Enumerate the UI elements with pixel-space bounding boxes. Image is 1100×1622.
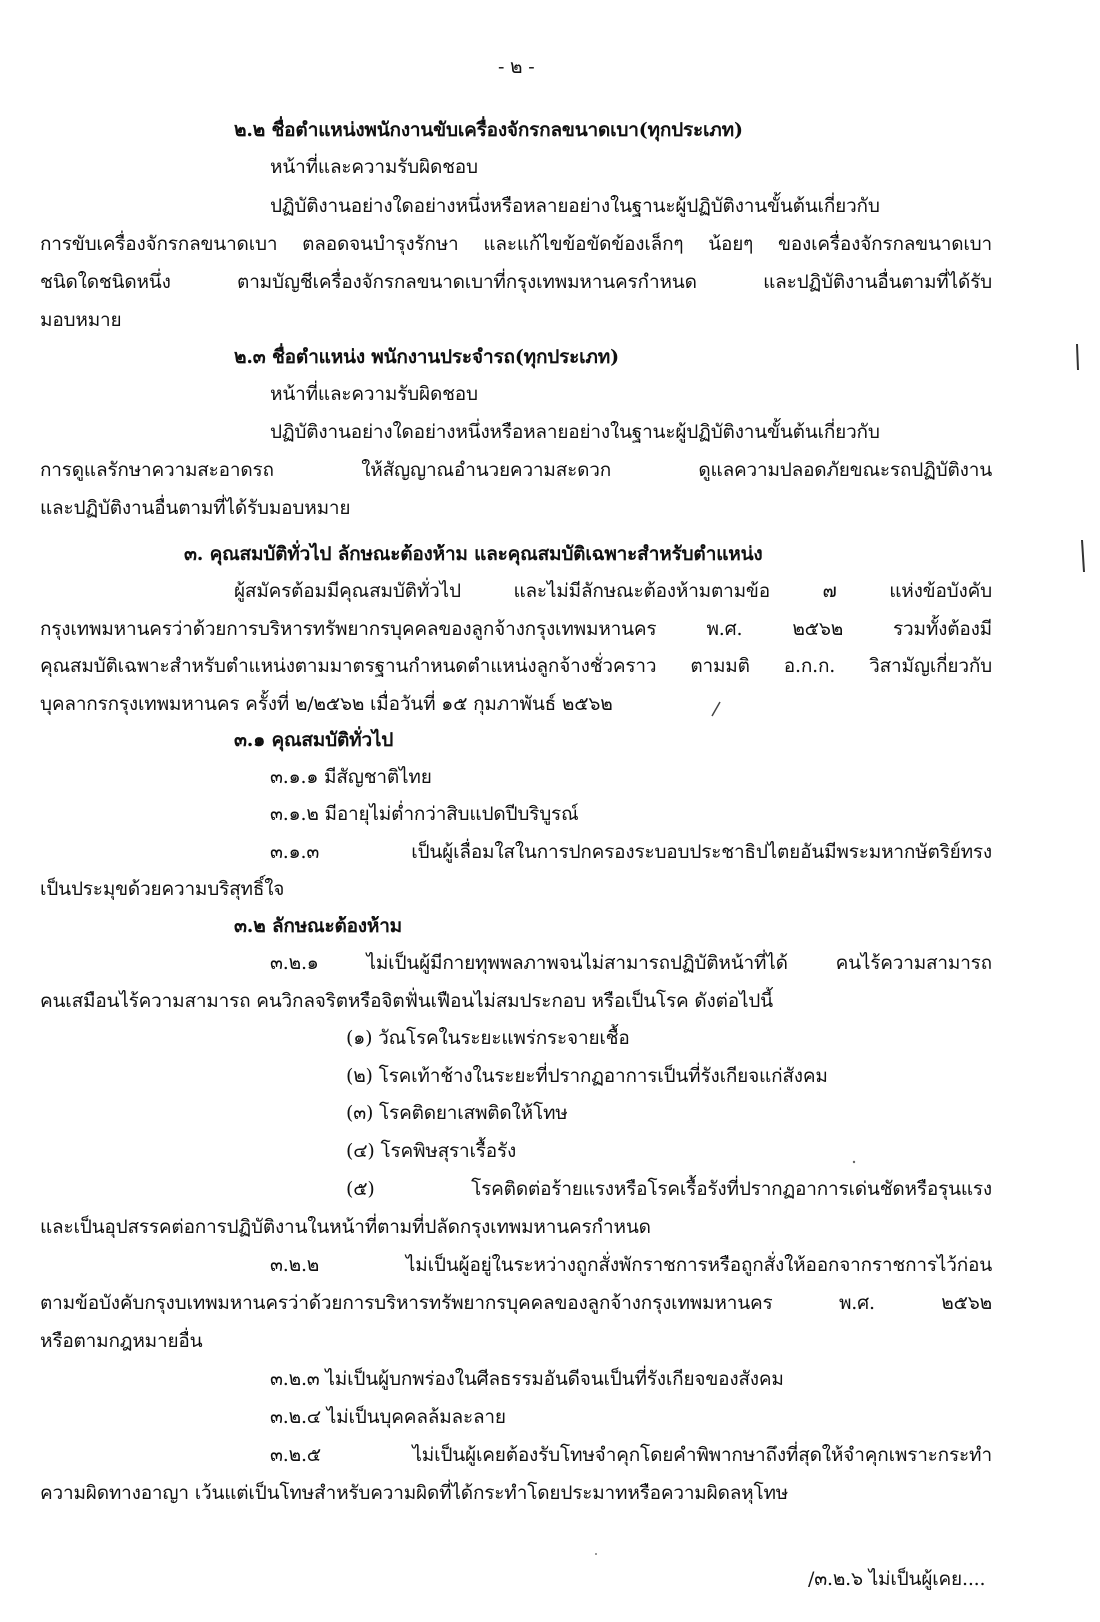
- scan-mark: [1077, 344, 1078, 370]
- list-item: ๓.๑.๓ เป็นผู้เลื่อมใสในการปกครองระบอบประชาธิปไตยอันมีพระมหากษัตริย์ทรง: [270, 841, 992, 863]
- page-number: - ๒ -: [498, 56, 535, 78]
- continuation-note: /๓.๒.๖ ไม่เป็นผู้เคย....: [808, 1568, 986, 1590]
- sub-list-item: (๓) โรคติดยาเสพติดให้โทษ: [346, 1102, 568, 1124]
- paragraph-line: มอบหมาย: [40, 309, 122, 331]
- list-item: ๓.๑.๑ มีสัญชาติไทย: [270, 766, 432, 788]
- list-item: ๓.๒.๕ ไม่เป็นผู้เคยต้องรับโทษจำคุกโดยคำพิพากษาถึงที่สุดให้จำคุกเพราะกระทำ: [270, 1444, 992, 1466]
- list-item: ๓.๒.๓ ไม่เป็นผู้บกพร่องในศีลธรรมอันดีจนเป็นที่รังเกียจของสังคม: [270, 1368, 784, 1390]
- heading-3: ๓. คุณสมบัติทั่วไป ลักษณะต้องห้าม และคุณสมบัติเฉพาะสำหรับตำแหน่ง: [184, 543, 763, 565]
- scan-mark: [712, 702, 720, 716]
- paragraph-line: คนเสมือนไร้ความสามารถ คนวิกลจริตหรือจิตฟั่นเฟือนไม่สมประกอบ หรือเป็นโรค ดังต่อไปนี้: [40, 990, 773, 1012]
- heading-3-1: ๓.๑ คุณสมบัติทั่วไป: [234, 729, 394, 751]
- paragraph-line: การดูแลรักษาความสะอาดรถ ให้สัญญาณอำนวยความสะดวก ดูแลความปลอดภัยขณะรถปฏิบัติงาน: [40, 459, 992, 481]
- list-item: ๓.๒.๑ ไม่เป็นผู้มีกายทุพพลภาพจนไม่สามารถปฏิบัติหน้าที่ได้ คนไร้ความสามารถ: [270, 952, 992, 974]
- scan-mark: [1082, 540, 1084, 572]
- paragraph-line: บุคลากรกรุงเทพมหานคร ครั้งที่ ๒/๒๕๖๒ เมื่อวันที่ ๑๕ กุมภาพันธ์ ๒๕๖๒: [40, 693, 613, 715]
- paragraph-line: กรุงเทพมหานครว่าด้วยการบริหารทรัพยากรบุคคลของลูกจ้างกรุงเทพมหานคร พ.ศ. ๒๕๖๒ รวมทั้งต้องมี: [40, 618, 992, 640]
- sub-list-item: (๒) โรคเท้าช้างในระยะที่ปรากฏอาการเป็นที่รังเกียจแก่สังคม: [346, 1065, 828, 1087]
- paragraph-line: หรือตามกฎหมายอื่น: [40, 1330, 203, 1352]
- sub-list-item: (๕) โรคติดต่อร้ายแรงหรือโรคเรื้อรังที่ปรากฏอาการเด่นชัดหรือรุนแรง: [346, 1178, 992, 1200]
- duty-subheading: หน้าที่และความรับผิดชอบ: [270, 383, 478, 405]
- sub-list-item: (๔) โรคพิษสุราเรื้อรัง: [346, 1140, 517, 1162]
- paragraph-line: การขับเครื่องจักรกลขนาดเบา ตลอดจนบำรุงรักษา และแก้ไขข้อขัดข้องเล็กๆ น้อยๆ ของเครื่องจักรกลขนาดเบา: [40, 233, 992, 255]
- scan-mark: [595, 1553, 597, 1555]
- paragraph-line: และปฏิบัติงานอื่นตามที่ได้รับมอบหมาย: [40, 497, 351, 519]
- list-item: ๓.๒.๔ ไม่เป็นบุคคลล้มละลาย: [270, 1406, 506, 1428]
- paragraph-line: คุณสมบัติเฉพาะสำหรับตำแหน่งตามมาตรฐานกำหนดตำแหน่งลูกจ้างชั่วคราว ตามมติ อ.ก.ก. วิสามัญเกี่ยวกับ: [40, 655, 992, 677]
- paragraph-line: ปฏิบัติงานอย่างใดอย่างหนึ่งหรือหลายอย่างในฐานะผู้ปฏิบัติงานขั้นต้นเกี่ยวกับ: [270, 195, 880, 217]
- paragraph-line: ความผิดทางอาญา เว้นแต่เป็นโทษสำหรับความผิดที่ได้กระทำโดยประมาทหรือความผิดลหุโทษ: [40, 1482, 789, 1504]
- heading-2-2: ๒.๒ ชื่อตำแหน่งพนักงานขับเครื่องจักรกลขนาดเบา(ทุกประเภท): [234, 119, 743, 141]
- paragraph-line: ผู้สมัครต้อมมีคุณสมบัติทั่วไป และไม่มีลักษณะต้องห้ามตามข้อ ๗ แห่งข้อบังคับ: [234, 580, 992, 602]
- sub-list-item: (๑) วัณโรคในระยะแพร่กระจายเชื้อ: [346, 1027, 630, 1049]
- paragraph-line: และเป็นอุปสรรคต่อการปฏิบัติงานในหน้าที่ตามที่ปลัดกรุงเทพมหานครกำหนด: [40, 1216, 651, 1238]
- heading-2-3: ๒.๓ ชื่อตำแหน่ง พนักงานประจำรถ(ทุกประเภท): [234, 346, 619, 368]
- list-item: ๓.๑.๒ มีอายุไม่ต่ำกว่าสิบแปดปีบริบูรณ์: [270, 803, 579, 825]
- scan-mark: [853, 1161, 855, 1163]
- duty-subheading: หน้าที่และความรับผิดชอบ: [270, 156, 478, 178]
- heading-3-2: ๓.๒ ลักษณะต้องห้าม: [234, 915, 402, 937]
- paragraph-line: ตามข้อบังคับกรุงบเทพมหานครว่าด้วยการบริหารทรัพยากรบุคคลของลูกจ้างกรุงเทพมหานคร พ.ศ. ๒๕๖๒: [40, 1292, 992, 1314]
- paragraph-line: เป็นประมุขด้วยความบริสุทธิ์ใจ: [40, 878, 285, 900]
- paragraph-line: ชนิดใดชนิดหนึ่ง ตามบัญชีเครื่องจักรกลขนาดเบาที่กรุงเทพมหานครกำหนด และปฏิบัติงานอื่นตามที่ได้รับ: [40, 271, 992, 293]
- list-item: ๓.๒.๒ ไม่เป็นผู้อยู่ในระหว่างถูกสั่งพักราชการหรือถูกสั่งให้ออกจากราชการไว้ก่อน: [270, 1254, 992, 1276]
- paragraph-line: ปฏิบัติงานอย่างใดอย่างหนึ่งหรือหลายอย่างในฐานะผู้ปฏิบัติงานขั้นต้นเกี่ยวกับ: [270, 421, 880, 443]
